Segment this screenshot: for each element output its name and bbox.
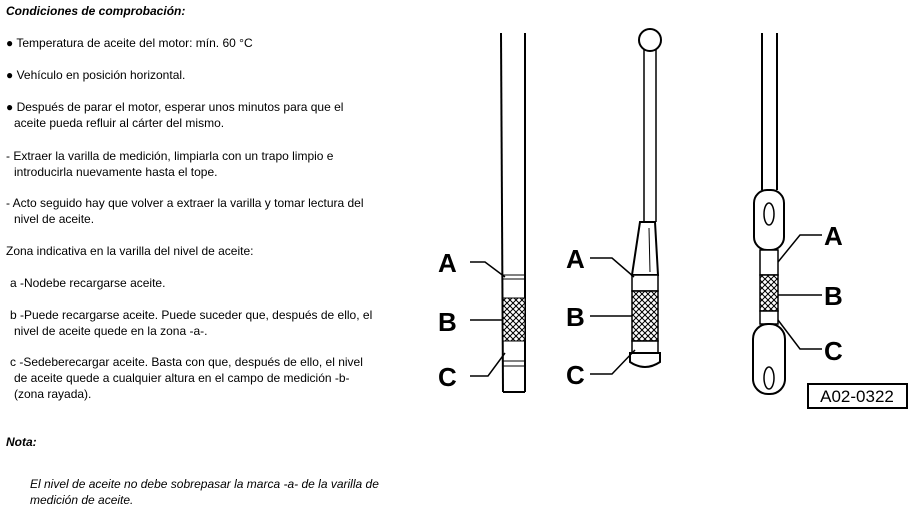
bullet-horizontal: ● Vehículo en posición horizontal. — [6, 68, 186, 82]
label-c-3: C — [824, 336, 843, 366]
dipstick-3 — [753, 33, 822, 394]
zone-heading: Zona indicativa en la varilla del nivel de aceite: — [6, 244, 254, 258]
dipstick-1 — [470, 33, 525, 392]
bullet-wait-line2: aceite pueda refluir al cárter del mismo. — [14, 116, 225, 130]
step-read-line2: nivel de aceite. — [14, 212, 95, 226]
step-extract-line2: introducirla nuevamente hasta el tope. — [14, 165, 218, 179]
section-heading: Condiciones de comprobación: — [6, 4, 186, 18]
label-a-1: A — [438, 248, 457, 278]
label-b-2: B — [566, 302, 585, 332]
bullet-temperature: ● Temperatura de aceite del motor: mín. 60 °C — [6, 36, 253, 50]
zone-c-line1: c -Sedeberecargar aceite. Basta con que, después de ello, el nivel — [10, 355, 363, 369]
zone-c-line3: (zona rayada). — [14, 387, 92, 401]
note-line1: El nivel de aceite no debe sobrepasar la marca -a- de la varilla de — [30, 477, 379, 491]
figure-code: A02-0322 — [820, 387, 894, 406]
label-a-2: A — [566, 244, 585, 274]
zone-a-text: a -Nodebe recargarse aceite. — [10, 276, 166, 290]
note-heading: Nota: — [6, 435, 37, 449]
bullet-wait-line1: ● Después de parar el motor, esperar unos minutos para que el — [6, 100, 344, 114]
label-c-2: C — [566, 360, 585, 390]
note-line2: medición de aceite. — [30, 493, 134, 507]
label-b-3: B — [824, 281, 843, 311]
label-a-3: A — [824, 221, 843, 251]
zone-b-line2: nivel de aceite quede en la zona -a-. — [14, 324, 208, 338]
step-read-line1: - Acto seguido hay que volver a extraer la varilla y tomar lectura del — [6, 196, 364, 210]
zone-b-line1: b -Puede recargarse aceite. Puede suceder que, después de ello, el — [10, 308, 373, 322]
label-b-1: B — [438, 307, 457, 337]
dipstick-2 — [590, 29, 661, 374]
label-c-1: C — [438, 362, 457, 392]
zone-c-line2: de aceite quede a cualquier altura en el campo de medición -b- — [14, 371, 350, 385]
step-extract-line1: - Extraer la varilla de medición, limpiarla con un trapo limpio e — [6, 149, 334, 163]
